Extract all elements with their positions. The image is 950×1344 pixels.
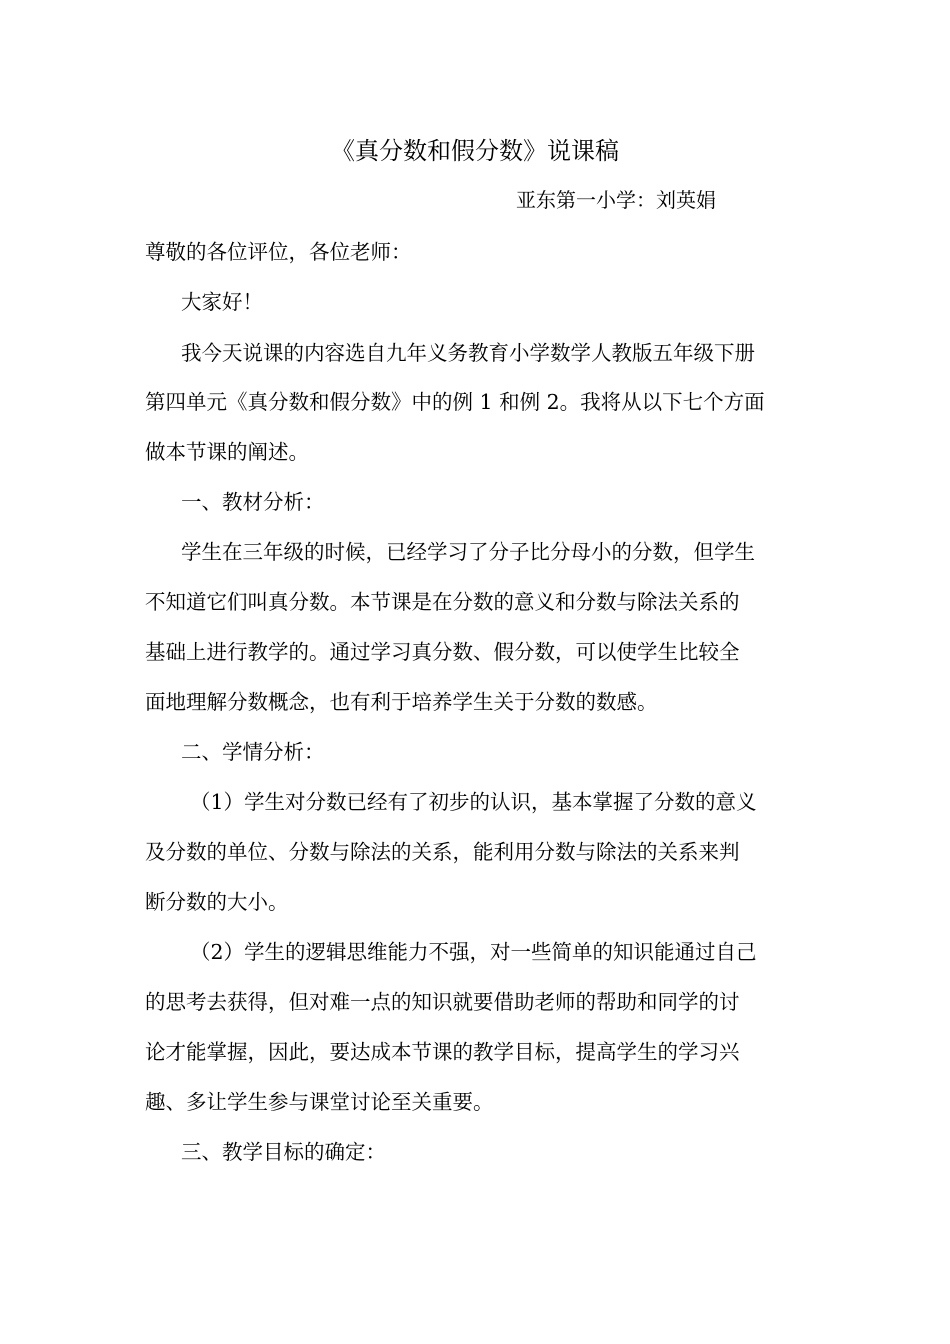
document-title: 《真分数和假分数》说课稿 (331, 137, 619, 165)
paragraph-line: 学生在三年级的时候，已经学习了分子比分母小的分数，但学生 (181, 540, 755, 564)
author-line: 亚东第一小学：刘英娟 (516, 188, 716, 212)
paragraph-line: 面地理解分数概念，也有利于培养学生关于分数的数感。 (145, 690, 658, 714)
paragraph-line: 第四单元《真分数和假分数》中的例 1 和例 2。我将从以下七个方面 (145, 390, 765, 414)
paragraph-line: 做本节课的阐述。 (145, 440, 309, 464)
paragraph-line: 论才能掌握，因此，要达成本节课的教学目标，提高学生的学习兴 (145, 1040, 740, 1064)
section-heading: 二、学情分析： (181, 740, 325, 764)
paragraph-line: 断分数的大小。 (145, 890, 289, 914)
paragraph-line: 我今天说课的内容选自九年义务教育小学数学人教版五年级下册 (181, 341, 755, 365)
paragraph-line: 不知道它们叫真分数。本节课是在分数的意义和分数与除法关系的 (145, 590, 740, 614)
paragraph-line: （1）学生对分数已经有了初步的认识，基本掌握了分数的意义 (190, 790, 757, 814)
paragraph-line: 的思考去获得，但对难一点的知识就要借助老师的帮助和同学的讨 (145, 990, 740, 1014)
greeting: 大家好！ (181, 290, 263, 314)
section-heading: 一、教材分析： (181, 490, 325, 514)
paragraph-line: （2）学生的逻辑思维能力不强，对一些简单的知识能通过自己 (190, 940, 757, 964)
section-heading: 三、教学目标的确定： (181, 1140, 386, 1164)
salutation: 尊敬的各位评位，各位老师： (145, 240, 412, 264)
paragraph-line: 及分数的单位、分数与除法的关系，能利用分数与除法的关系来判 (145, 840, 740, 864)
paragraph-line: 基础上进行教学的。通过学习真分数、假分数，可以使学生比较全 (145, 640, 740, 664)
paragraph-line: 趣、多让学生参与课堂讨论至关重要。 (145, 1090, 494, 1114)
